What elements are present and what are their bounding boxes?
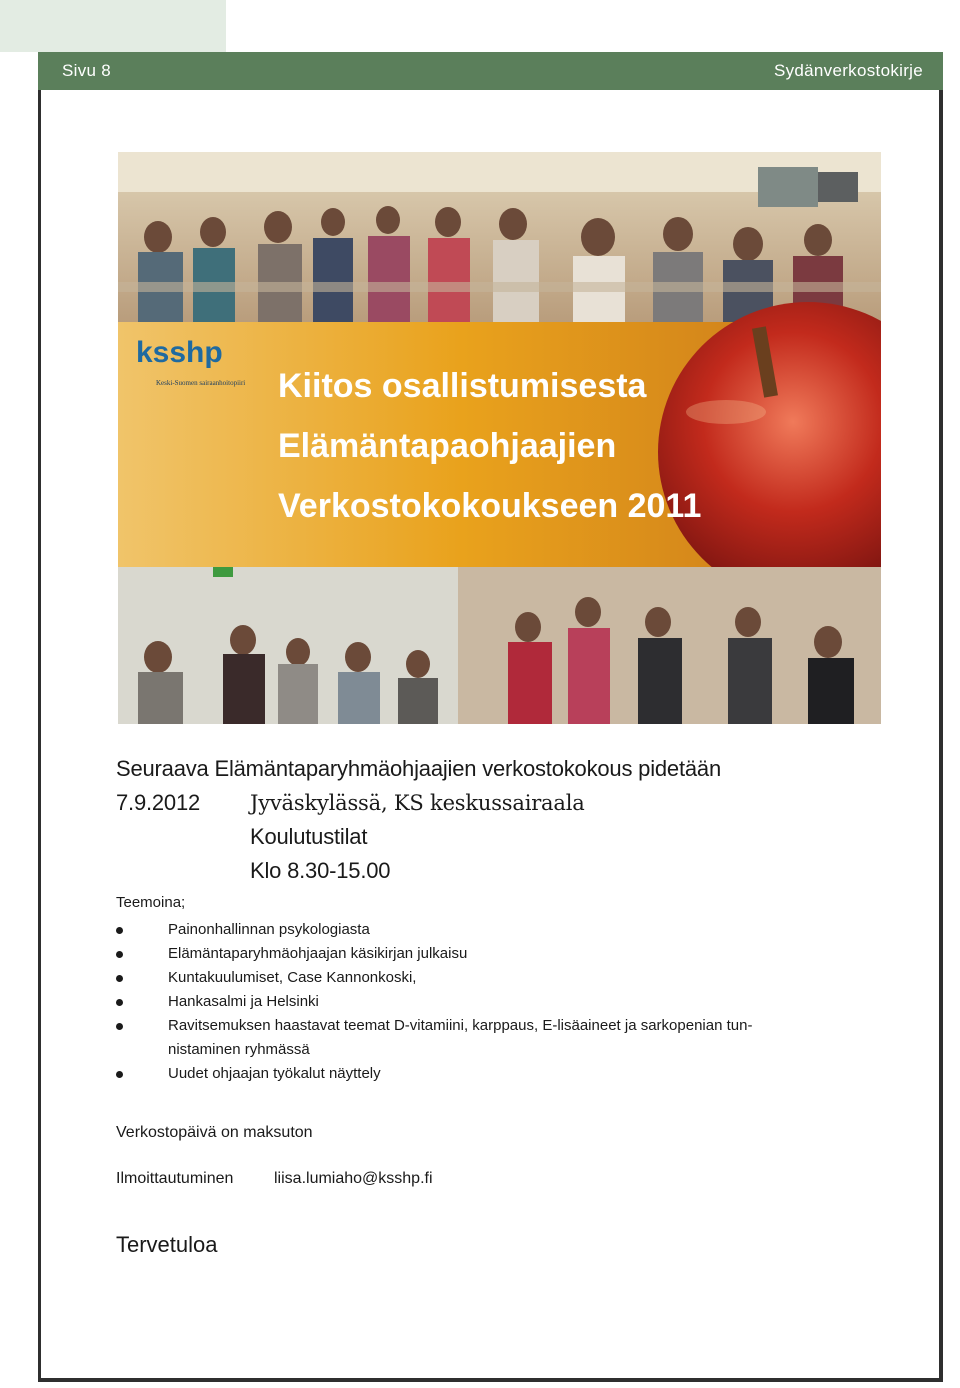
topics-list bbox=[116, 918, 896, 1086]
list-item: Hankasalmi ja Helsinki bbox=[116, 990, 896, 1014]
registration-label: Ilmoittautuminen bbox=[116, 1170, 234, 1187]
banner-line-1: Kiitos osallistumisesta bbox=[278, 367, 647, 405]
event-location: Jyväskylässä, KS keskussairaala bbox=[250, 791, 585, 815]
banner-line-2: Elämäntapaohjaajien bbox=[278, 427, 617, 465]
list-item: Ravitsemuksen haastavat teemat D-vitamiini, karppaus, E-lisäaineet ja sarkopenian tun- nistaminen ryhmässä bbox=[116, 1014, 896, 1062]
bullet-icon bbox=[116, 1023, 123, 1030]
list-item-continuation: nistaminen ryhmässä bbox=[168, 1041, 310, 1058]
bullet-icon bbox=[116, 999, 123, 1006]
corner-tab bbox=[0, 0, 226, 52]
registration-email[interactable]: liisa.lumiaho@ksshp.fi bbox=[274, 1170, 433, 1187]
bullet-icon bbox=[116, 975, 123, 982]
event-time: Klo 8.30-15.00 bbox=[250, 858, 391, 883]
list-item: Uudet ohjaajan työkalut näyttely bbox=[116, 1062, 896, 1086]
event-room: Koulutustilat bbox=[250, 824, 368, 849]
list-item: Kuntakuulumiset, Case Kannonkoski, bbox=[116, 966, 896, 990]
bullet-icon bbox=[116, 951, 123, 958]
intro-line: Seuraava Elämäntaparyhmäohjaajien verkostokokous pidetään bbox=[116, 756, 721, 781]
page-number: Sivu 8 bbox=[62, 61, 112, 80]
date-row bbox=[116, 786, 896, 820]
topics-label: Teemoina; bbox=[116, 894, 186, 911]
publication-title: Sydänverkostokirje bbox=[773, 61, 923, 80]
list-item: Painonhallinnan psykologiasta bbox=[116, 918, 896, 942]
list-item: Elämäntaparyhmäohjaajan käsikirjan julkaisu bbox=[116, 942, 896, 966]
fee-note: Verkostopäivä on maksuton bbox=[116, 1124, 313, 1141]
registration-row bbox=[116, 1168, 896, 1190]
event-photo-collage bbox=[118, 152, 881, 724]
banner-line-3: Verkostokokoukseen 2011 bbox=[278, 487, 702, 525]
logo-subtext: Keski-Suomen sairaanhoitopiiri bbox=[156, 379, 246, 387]
bullet-icon bbox=[116, 927, 123, 934]
welcome-text: Tervetuloa bbox=[116, 1232, 218, 1257]
event-date: 7.9.2012 bbox=[116, 790, 201, 815]
announcement-content bbox=[116, 752, 896, 1258]
logo-text: ksshp bbox=[136, 336, 223, 369]
bullet-icon bbox=[116, 1071, 123, 1078]
page-header bbox=[38, 52, 943, 90]
